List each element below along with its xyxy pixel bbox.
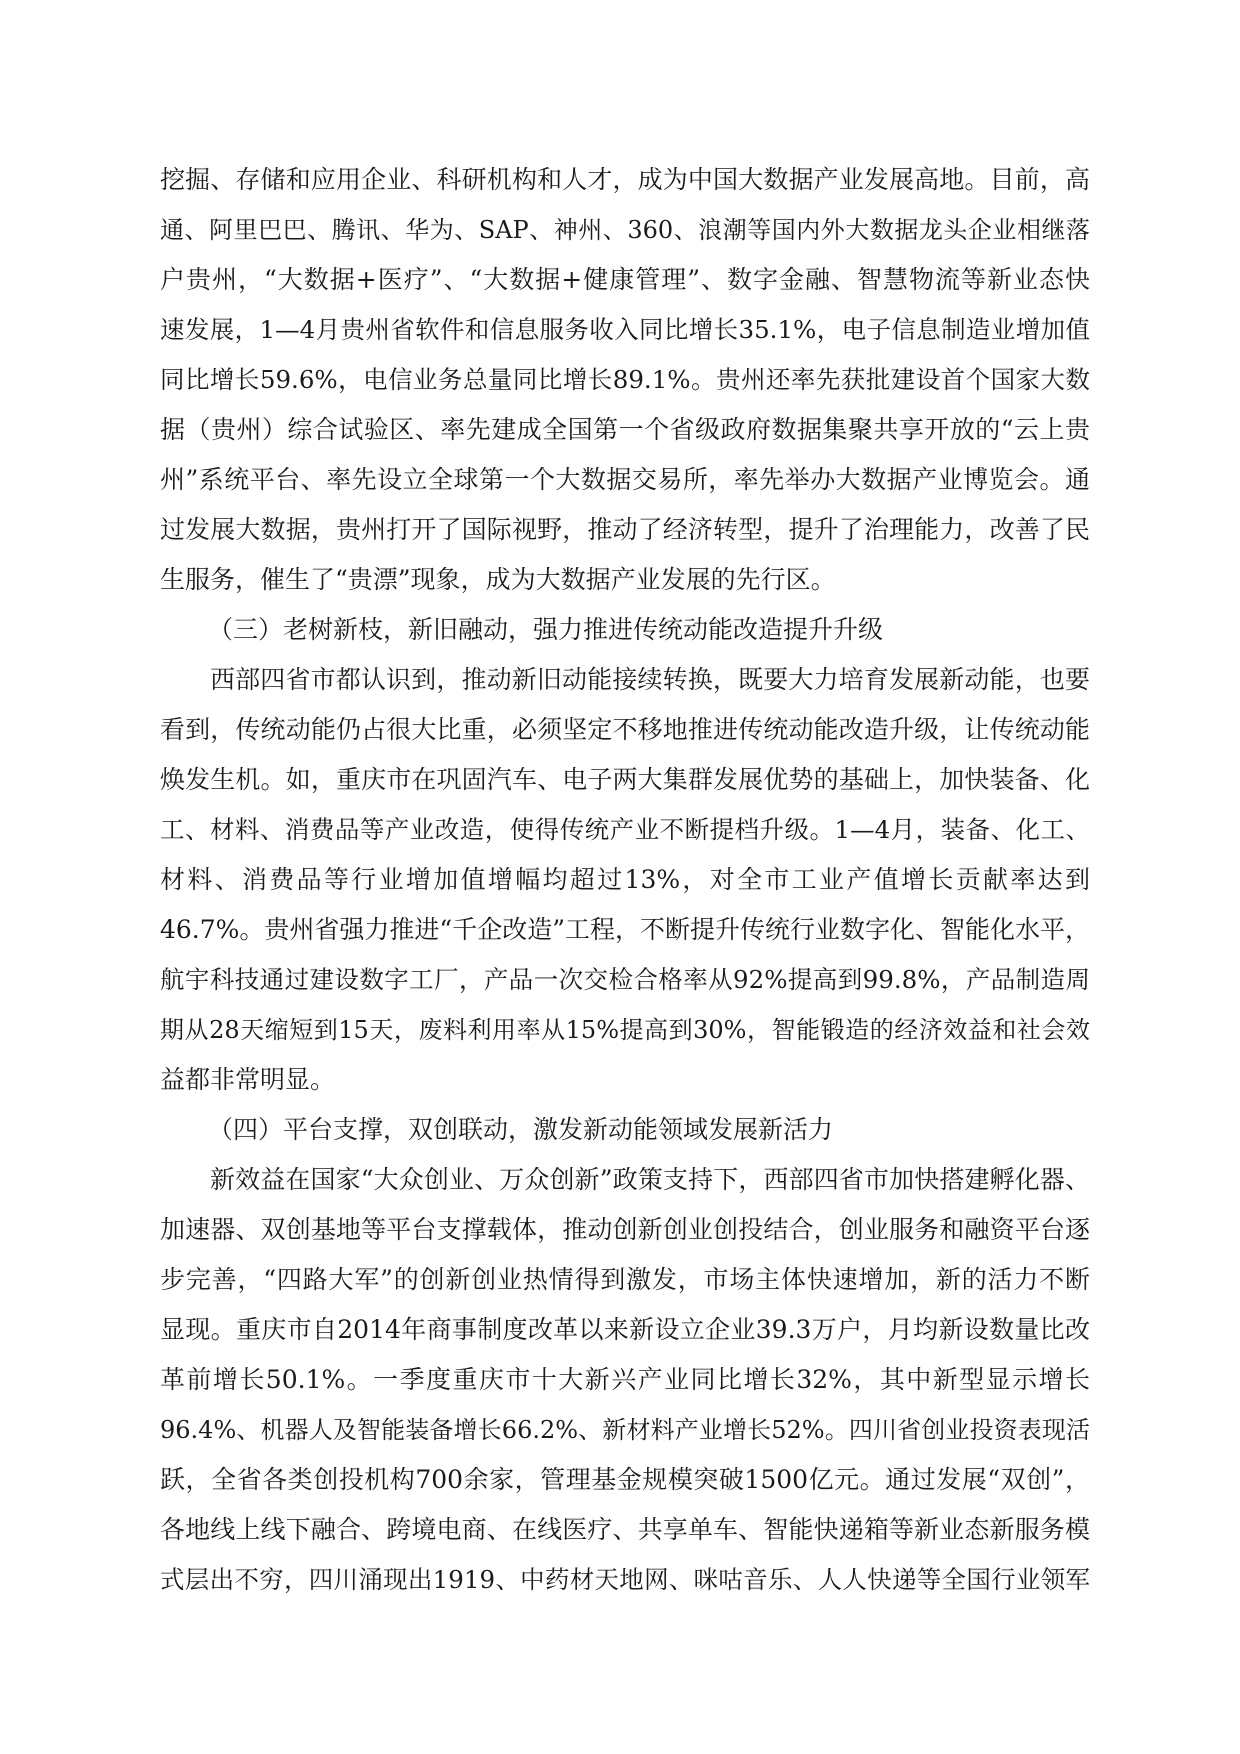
paragraph-line: 材料、消费品等行业增加值增幅均超过13%，对全市工业产值增长贡献率达到 [160, 865, 1090, 894]
paragraph-line: 步完善，“四路大军”的创新创业热情得到激发，市场主体快速增加，新的活力不断 [160, 1265, 1090, 1294]
paragraph-line: 航宇科技通过建设数字工厂，产品一次交检合格率从92%提高到99.8%，产品制造周 [160, 965, 1090, 994]
paragraph-line: 挖掘、存储和应用企业、科研机构和人才，成为中国大数据产业发展高地。目前，高 [160, 165, 1090, 194]
paragraph-line: 革前增长50.1%。一季度重庆市十大新兴产业同比增长32%，其中新型显示增长 [160, 1365, 1090, 1394]
paragraph-line: 看到，传统动能仍占很大比重，必须坚定不移地推进传统动能改造升级，让传统动能 [160, 715, 1090, 744]
section-heading: （三）老树新枝，新旧融动，强力推进传统动能改造提升升级 [208, 615, 884, 644]
paragraph-line: 速发展，1—4月贵州省软件和信息服务收入同比增长35.1%，电子信息制造业增加值 [160, 315, 1090, 344]
paragraph-line: 期从28天缩短到15天，废料利用率从15%提高到30%，智能锻造的经济效益和社会效 [160, 1016, 1090, 1044]
paragraph-line: 工、材料、消费品等产业改造，使得传统产业不断提档升级。1—4月，装备、化工、 [160, 815, 1090, 844]
paragraph-line: 据（贵州）综合试验区、率先建成全国第一个省级政府数据集聚共享开放的“云上贵 [160, 415, 1090, 444]
paragraph-line: 同比增长59.6%，电信业务总量同比增长89.1%。贵州还率先获批建设首个国家大数 [160, 365, 1090, 394]
paragraph-line: 显现。重庆市自2014年商事制度改革以来新设立企业39.3万户，月均新设数量比改 [160, 1315, 1090, 1344]
paragraph-line: 过发展大数据，贵州打开了国际视野，推动了经济转型，提升了治理能力，改善了民 [160, 515, 1090, 544]
paragraph-line: 式层出不穷，四川涌现出1919、中药材天地网、咪咕音乐、人人快递等全国行业领军 [160, 1565, 1090, 1594]
paragraph-line: 跃，全省各类创投机构700余家，管理基金规模突破1500亿元。通过发展“双创”， [160, 1465, 1090, 1494]
paragraph-line: 西部四省市都认识到，推动新旧动能接续转换，既要大力培育发展新动能，也要 [210, 665, 1090, 694]
paragraph-line: 46.7%。贵州省强力推进“千企改造”工程，不断提升传统行业数字化、智能化水平， [160, 915, 1090, 944]
paragraph-line: 生服务，催生了“贵漂”现象，成为大数据产业发展的先行区。 [160, 565, 836, 594]
paragraph-line: 各地线上线下融合、跨境电商、在线医疗、共享单车、智能快递箱等新业态新服务模 [160, 1515, 1090, 1544]
paragraph-line: 加速器、双创基地等平台支撑载体，推动创新创业创投结合，创业服务和融资平台逐 [160, 1215, 1090, 1244]
body-text [160, 155, 1090, 1605]
paragraph-line: 焕发生机。如，重庆市在巩固汽车、电子两大集群发展优势的基础上，加快装备、化 [160, 765, 1090, 794]
paragraph-line: 新效益在国家“大众创业、万众创新”政策支持下，西部四省市加快搭建孵化器、 [210, 1165, 1090, 1194]
paragraph-line: 户贵州，“大数据+医疗”、“大数据+健康管理”、数字金融、智慧物流等新业态快 [160, 265, 1090, 294]
paragraph-line: 益都非常明显。 [160, 1065, 336, 1094]
paragraph-line: 96.4%、机器人及智能装备增长66.2%、新材料产业增长52%。四川省创业投资表现活 [160, 1416, 1090, 1444]
paragraph-line: 通、阿里巴巴、腾讯、华为、SAP、神州、360、浪潮等国内外大数据龙头企业相继落 [160, 216, 1090, 244]
section-heading: （四）平台支撑，双创联动，激发新动能领域发展新活力 [208, 1115, 834, 1144]
paragraph-line: 州”系统平台、率先设立全球第一个大数据交易所，率先举办大数据产业博览会。通 [160, 465, 1090, 494]
